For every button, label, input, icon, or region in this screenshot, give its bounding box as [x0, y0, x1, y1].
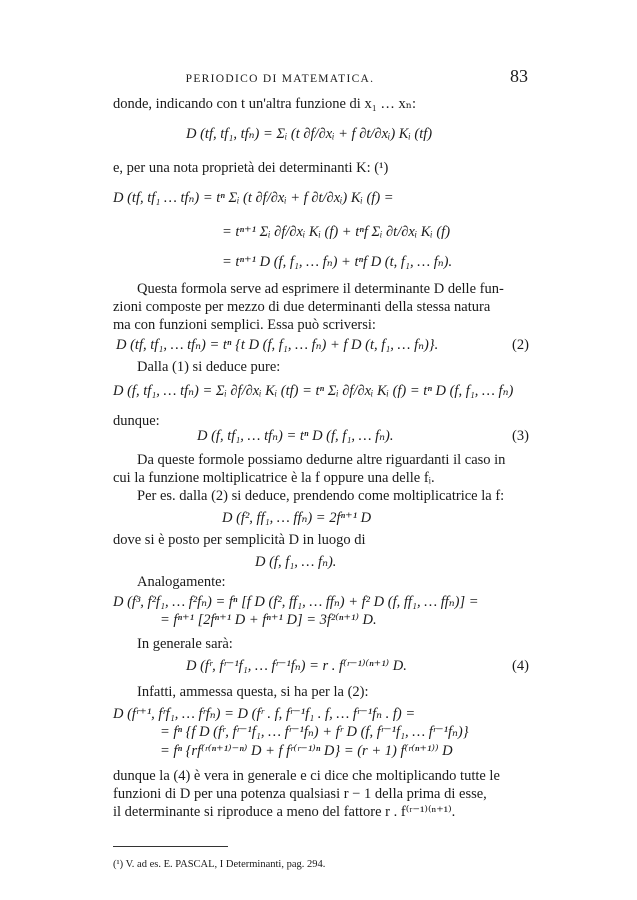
text-line: Infatti, ammessa questa, si ha per la (2):: [137, 684, 369, 700]
running-header: PERIODICO DI MATEMATICA.: [185, 73, 375, 85]
text-line: il determinante si riproduce a meno del fattore r . f⁽ʳ⁻¹⁾⁽ⁿ⁺¹⁾.: [113, 804, 456, 820]
text-line: funzioni di D per una potenza qualsiasi r − 1 della prima di esse,: [113, 786, 487, 802]
equation: D (tf, tf₁, … tfₙ) = tⁿ {t D (f, f₁, … fₙ) + f D (t, f₁, … fₙ)}.: [116, 337, 439, 353]
equation: D (tf, tf₁, tfₙ) = Σᵢ (t ∂f/∂xᵢ + f ∂t/∂xᵢ) Kᵢ (tf): [186, 126, 433, 142]
text-line: Dalla (1) si deduce pure:: [137, 359, 281, 375]
text-line: e, per una nota proprietà dei determinanti K: (¹): [113, 160, 389, 176]
text-line: dunque:: [113, 413, 160, 429]
equation: = tⁿ⁺¹ D (f, f₁, … fₙ) + tⁿf D (t, f₁, … fₙ).: [222, 254, 453, 270]
equation-number: (3): [512, 428, 529, 444]
equation: D (f, tf₁, … tfₙ) = Σᵢ ∂f/∂xᵢ Kᵢ (tf) = tⁿ Σᵢ ∂f/∂xᵢ Kᵢ (f) = tⁿ D (f, f₁, … fₙ): [113, 383, 514, 399]
equation: D (fʳ⁺¹, fʳf₁, … fʳfₙ) = D (fʳ . f, fʳ⁻¹f₁ . f, … fʳ⁻¹fₙ . f) =: [113, 706, 416, 722]
text-line: Da queste formole possiamo dedurne altre riguardanti il caso in: [137, 452, 506, 468]
text-line: dunque la (4) è vera in generale e ci dice che moltiplicando tutte le: [113, 768, 500, 784]
equation: D (f², ff₁, … ffₙ) = 2fⁿ⁺¹ D: [222, 510, 372, 526]
equation: = tⁿ⁺¹ Σᵢ ∂f/∂xᵢ Kᵢ (f) + tⁿf Σᵢ ∂t/∂xᵢ Kᵢ (f): [222, 224, 451, 240]
text-line: In generale sarà:: [137, 636, 233, 652]
text-line: cui la funzione moltiplicatrice è la f oppure una delle fᵢ.: [113, 470, 435, 486]
equation: = fⁿ⁺¹ [2fⁿ⁺¹ D + fⁿ⁺¹ D] = 3f²⁽ⁿ⁺¹⁾ D.: [160, 612, 377, 628]
text-line: donde, indicando con t un'altra funzione di x₁ … xₙ:: [113, 96, 417, 112]
text-line: ma con funzioni semplici. Essa può scriversi:: [113, 317, 376, 333]
text-line: Questa formola serve ad esprimere il determinante D delle fun-: [137, 281, 504, 297]
equation: = fⁿ {f D (fʳ, fʳ⁻¹f₁, … fʳ⁻¹fₙ) + fʳ D (f, fʳ⁻¹f₁, … fʳ⁻¹fₙ)}: [160, 724, 469, 740]
equation-number: (4): [512, 658, 529, 674]
equation: D (f, tf₁, … tfₙ) = tⁿ D (f, f₁, … fₙ).: [197, 428, 394, 444]
equation: D (tf, tf₁ … tfₙ) = tⁿ Σᵢ (t ∂f/∂xᵢ + f ∂t/∂xᵢ) Kᵢ (f) =: [113, 190, 394, 206]
text-line: zioni composte per mezzo di due determinanti della stessa natura: [113, 299, 491, 315]
equation: = fⁿ {rf⁽ʳ⁽ⁿ⁺¹⁾⁻ⁿ⁾ D + f fʳ⁽ʳ⁻¹⁾ⁿ D} = (r + 1) f⁽ʳ⁽ⁿ⁺¹⁾⁾ D: [160, 743, 453, 759]
text-line: Per es. dalla (2) si deduce, prendendo come moltiplicatrice la f:: [137, 488, 505, 504]
page-number: 83: [510, 66, 528, 86]
footnote-rule: [113, 846, 228, 847]
text-line: dove si è posto per semplicità D in luogo di: [113, 532, 366, 548]
equation: D (f³, f²f₁, … f²fₙ) = fⁿ [f D (f², ff₁, … ffₙ) + f² D (f, ff₁, … ffₙ)] =: [113, 594, 479, 610]
footnote: (¹) V. ad es. E. PASCAL, I Determinanti, pag. 294.: [113, 859, 326, 870]
equation-number: (2): [512, 337, 529, 353]
text-line: Analogamente:: [137, 574, 226, 590]
equation: D (fʳ, fʳ⁻¹f₁, … fʳ⁻¹fₙ) = r . f⁽ʳ⁻¹⁾⁽ⁿ⁺¹⁾ D.: [186, 658, 407, 674]
equation: D (f, f₁, … fₙ).: [255, 554, 337, 570]
